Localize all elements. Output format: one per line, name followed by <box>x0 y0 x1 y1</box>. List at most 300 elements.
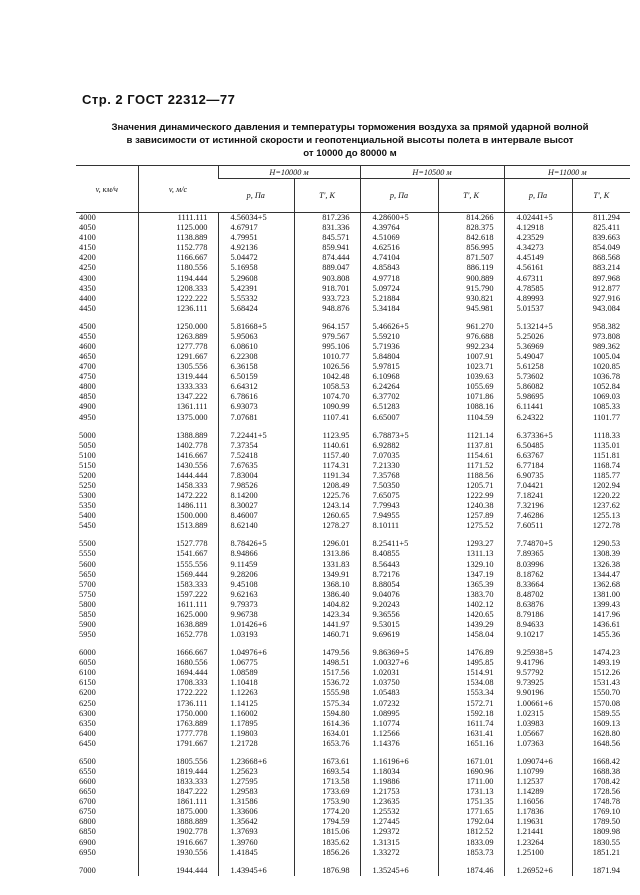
cell-t-10500: 1833.09 <box>438 838 504 848</box>
cell-t-10000: 964.157 <box>294 314 360 332</box>
cell-v-ms: 1597.222 <box>138 590 218 600</box>
cell-p-10000: 9.28206 <box>218 570 294 580</box>
cell-t-10000: 1614.36 <box>294 719 360 729</box>
cell-t-11000: 1531.43 <box>572 678 630 688</box>
table-row <box>76 658 630 668</box>
cell-p-10000: 1.25623 <box>218 767 294 777</box>
cell-v-kmh: 4750 <box>79 372 96 382</box>
table-row <box>76 668 630 678</box>
table-row <box>76 253 630 263</box>
cell-t-10000: 1349.91 <box>294 570 360 580</box>
table-row <box>76 223 630 233</box>
cell-v-kmh: 4950 <box>79 412 96 422</box>
cell-p-11000: 1.23264 <box>504 838 572 848</box>
cell-t-11000: 1769.10 <box>572 807 630 817</box>
cell-p-10000: 1.27595 <box>218 777 294 787</box>
table-row <box>76 314 630 332</box>
cell-p-10000: 5.29608 <box>218 273 294 283</box>
cell-p-10000: 5.81668+5 <box>218 314 294 332</box>
cell-v-kmh: 4500 <box>79 321 96 331</box>
table-row <box>76 739 630 749</box>
cell-t-11000: 1570.08 <box>572 699 630 709</box>
table-row <box>76 531 630 549</box>
cell-p-11000: 1.17836 <box>504 807 572 817</box>
cell-t-11000: 1493.19 <box>572 658 630 668</box>
cell-t-11000: 1851.21 <box>572 848 630 858</box>
cell-t-11000: 1052.84 <box>572 382 630 392</box>
cell-p-10500: 7.50350 <box>360 481 438 491</box>
table-row <box>76 382 630 392</box>
cell-p-10500: 5.46626+5 <box>360 314 438 332</box>
table-row <box>76 521 630 531</box>
cell-p-10000: 7.52418 <box>218 451 294 461</box>
cell-v-ms: 1291.667 <box>138 352 218 362</box>
caption-line-1: Значения динамического давления и температуры торможения воздуха за прямой ударной волной <box>111 122 589 133</box>
cell-p-10500: 4.39764 <box>360 223 438 233</box>
cell-t-10000: 979.567 <box>294 332 360 342</box>
cell-v-ms: 1625.000 <box>138 610 218 620</box>
cell-t-10000: 948.876 <box>294 304 360 314</box>
cell-t-10500: 930.821 <box>438 294 504 304</box>
cell-p-11000: 4.78585 <box>504 284 572 294</box>
cell-v-ms: 1277.778 <box>138 342 218 352</box>
cell-p-10500: 4.62516 <box>360 243 438 253</box>
cell-t-10500: 856.995 <box>438 243 504 253</box>
cell-t-10000: 1243.14 <box>294 501 360 511</box>
cell-p-10000: 6.36158 <box>218 362 294 372</box>
cell-v-kmh: 4550 <box>79 331 96 341</box>
cell-t-10000: 1794.59 <box>294 817 360 827</box>
cell-p-11000: 5.49047 <box>504 352 572 362</box>
cell-t-10500: 1458.04 <box>438 630 504 640</box>
cell-p-10500: 7.35768 <box>360 471 438 481</box>
cell-p-11000: 7.60511 <box>504 521 572 531</box>
table-row <box>76 549 630 559</box>
cell-v-ms: 1527.778 <box>138 531 218 549</box>
cell-p-10000: 7.37354 <box>218 441 294 451</box>
cell-p-11000: 6.11441 <box>504 402 572 412</box>
cell-p-11000: 1.14289 <box>504 787 572 797</box>
cell-p-11000: 5.98695 <box>504 392 572 402</box>
cell-t-10500: 842.618 <box>438 233 504 243</box>
cell-t-11000: 1381.00 <box>572 590 630 600</box>
cell-v-ms: 1666.667 <box>138 640 218 658</box>
page-header: Стр. 2 ГОСТ 22312—77 <box>82 92 236 107</box>
cell-v-kmh: 5250 <box>79 480 96 490</box>
cell-t-11000: 1308.39 <box>572 549 630 559</box>
cell-t-10000: 1423.34 <box>294 610 360 620</box>
cell-p-11000: 9.57792 <box>504 668 572 678</box>
cell-t-10500: 1171.52 <box>438 461 504 471</box>
header-pressure: p, Па <box>504 179 572 213</box>
table-row <box>76 423 630 441</box>
cell-t-10500: 1420.65 <box>438 610 504 620</box>
cell-p-11000: 9.73925 <box>504 678 572 688</box>
cell-t-11000: 912.877 <box>572 284 630 294</box>
table-row <box>76 263 630 273</box>
table-row <box>76 797 630 807</box>
cell-t-11000: 1085.33 <box>572 402 630 412</box>
cell-t-10000: 859.941 <box>294 243 360 253</box>
cell-v-kmh: 6750 <box>79 807 96 817</box>
cell-v-ms: 1333.333 <box>138 382 218 392</box>
table-row <box>76 284 630 294</box>
cell-t-10500: 1329.10 <box>438 560 504 570</box>
cell-v-kmh: 5450 <box>79 521 96 531</box>
cell-p-10000: 1.33606 <box>218 807 294 817</box>
cell-p-10500: 1.16196+6 <box>360 749 438 767</box>
cell-p-10000: 5.55332 <box>218 294 294 304</box>
cell-p-10000: 8.62140 <box>218 521 294 531</box>
cell-t-11000: 1168.74 <box>572 461 630 471</box>
cell-t-11000: 1789.50 <box>572 817 630 827</box>
cell-v-ms: 1347.222 <box>138 392 218 402</box>
cell-t-10500: 1275.52 <box>438 521 504 531</box>
cell-t-10000: 1441.97 <box>294 620 360 630</box>
cell-v-kmh: 5700 <box>79 579 96 589</box>
cell-t-10000: 1594.80 <box>294 709 360 719</box>
cell-v-kmh: 5100 <box>79 450 96 460</box>
cell-t-10500: 1365.39 <box>438 580 504 590</box>
cell-t-10000: 1123.95 <box>294 423 360 441</box>
cell-v-kmh: 6800 <box>79 817 96 827</box>
cell-t-10500: 1812.52 <box>438 827 504 837</box>
cell-p-11000: 1.12537 <box>504 777 572 787</box>
cell-t-10500: 1690.96 <box>438 767 504 777</box>
cell-t-11000: 1118.33 <box>572 423 630 441</box>
cell-p-11000: 5.13214+5 <box>504 314 572 332</box>
cell-p-10000: 1.08589 <box>218 668 294 678</box>
cell-t-11000: 958.382 <box>572 314 630 332</box>
table-row <box>76 342 630 352</box>
cell-p-10500: 8.10111 <box>360 521 438 531</box>
cell-t-10000: 1575.34 <box>294 699 360 709</box>
cell-p-11000: 4.02441+5 <box>504 213 572 224</box>
cell-p-11000: 9.41796 <box>504 658 572 668</box>
cell-v-ms: 1208.333 <box>138 284 218 294</box>
cell-p-10500: 6.37702 <box>360 392 438 402</box>
cell-v-kmh: 4600 <box>79 341 96 351</box>
cell-v-kmh: 6650 <box>79 787 96 797</box>
cell-v-kmh: 5000 <box>79 430 96 440</box>
cell-p-11000: 4.67311 <box>504 273 572 283</box>
cell-p-10000: 5.16958 <box>218 263 294 273</box>
cell-v-ms: 1611.111 <box>138 600 218 610</box>
cell-t-10000: 1058.53 <box>294 382 360 392</box>
cell-v-kmh: 6400 <box>79 728 96 738</box>
cell-p-10500: 6.92882 <box>360 441 438 451</box>
cell-p-10000: 1.03193 <box>218 630 294 640</box>
table-row <box>76 787 630 797</box>
cell-t-10000: 1157.40 <box>294 451 360 461</box>
cell-p-10500: 9.04076 <box>360 590 438 600</box>
table-row <box>76 461 630 471</box>
cell-t-10000: 1876.98 <box>294 858 360 876</box>
table-row <box>76 848 630 858</box>
cell-v-ms: 1791.667 <box>138 739 218 749</box>
cell-t-11000: 854.049 <box>572 243 630 253</box>
cell-v-kmh: 4650 <box>79 352 96 362</box>
cell-p-10000: 1.23668+6 <box>218 749 294 767</box>
header-temperature: T', К <box>438 179 504 213</box>
cell-v-ms: 1875.000 <box>138 807 218 817</box>
cell-t-11000: 883.214 <box>572 263 630 273</box>
cell-p-10500: 8.88054 <box>360 580 438 590</box>
cell-t-10000: 1090.99 <box>294 402 360 412</box>
cell-v-ms: 1152.778 <box>138 243 218 253</box>
cell-p-10500: 1.12566 <box>360 729 438 739</box>
cell-v-kmh: 6350 <box>79 718 96 728</box>
cell-t-11000: 1668.42 <box>572 749 630 767</box>
cell-v-kmh: 6200 <box>79 688 96 698</box>
table-row <box>76 501 630 511</box>
cell-v-kmh: 5800 <box>79 599 96 609</box>
cell-v-ms: 1263.889 <box>138 332 218 342</box>
cell-t-10500: 1874.46 <box>438 858 504 876</box>
cell-p-11000: 6.63767 <box>504 451 572 461</box>
cell-p-10500: 1.18034 <box>360 767 438 777</box>
cell-t-10500: 1572.71 <box>438 699 504 709</box>
cell-p-11000: 1.25100 <box>504 848 572 858</box>
cell-p-10500: 4.51069 <box>360 233 438 243</box>
cell-v-ms: 1819.444 <box>138 767 218 777</box>
header-v-ms: v, м/с <box>138 166 218 213</box>
cell-t-11000: 1020.85 <box>572 362 630 372</box>
cell-p-11000: 8.48702 <box>504 590 572 600</box>
cell-v-kmh: 5950 <box>79 630 96 640</box>
cell-t-10000: 933.723 <box>294 294 360 304</box>
cell-v-kmh: 5900 <box>79 620 96 629</box>
table-row <box>76 570 630 580</box>
cell-p-10500: 1.21753 <box>360 787 438 797</box>
table-row <box>76 294 630 304</box>
cell-t-10500: 886.119 <box>438 263 504 273</box>
cell-t-10500: 1055.69 <box>438 382 504 392</box>
cell-t-10500: 915.790 <box>438 284 504 294</box>
cell-p-11000: 8.79186 <box>504 610 572 620</box>
cell-v-kmh: 6150 <box>79 678 96 688</box>
cell-v-ms: 1694.444 <box>138 668 218 678</box>
cell-v-kmh: 6100 <box>79 668 96 678</box>
cell-t-11000: 1399.43 <box>572 600 630 610</box>
cell-p-10000: 7.67635 <box>218 461 294 471</box>
cell-v-ms: 1513.889 <box>138 521 218 531</box>
table-row <box>76 392 630 402</box>
cell-t-10000: 889.047 <box>294 263 360 273</box>
header-temperature: T', К <box>294 179 360 213</box>
cell-t-11000: 1344.47 <box>572 570 630 580</box>
cell-t-11000: 973.808 <box>572 332 630 342</box>
cell-t-10500: 1476.89 <box>438 640 504 658</box>
cell-t-10000: 995.106 <box>294 342 360 352</box>
cell-p-10500: 7.07035 <box>360 451 438 461</box>
cell-t-10500: 1792.04 <box>438 817 504 827</box>
cell-t-11000: 1362.68 <box>572 580 630 590</box>
table-row <box>76 610 630 620</box>
cell-t-10500: 1205.71 <box>438 481 504 491</box>
cell-v-ms: 1361.111 <box>138 402 218 412</box>
cell-p-11000: 6.50485 <box>504 441 572 451</box>
cell-v-ms: 1430.556 <box>138 461 218 471</box>
header-height-10500: H=10500 м <box>360 166 504 179</box>
cell-p-10000: 6.93073 <box>218 402 294 412</box>
cell-p-11000: 7.89365 <box>504 549 572 559</box>
cell-v-kmh: 4150 <box>79 243 96 253</box>
cell-v-kmh: 5650 <box>79 569 96 579</box>
cell-t-10500: 1154.61 <box>438 451 504 461</box>
table-row <box>76 243 630 253</box>
cell-p-10000: 1.12263 <box>218 688 294 698</box>
cell-t-10000: 1856.26 <box>294 848 360 858</box>
cell-t-11000: 825.411 <box>572 223 630 233</box>
cell-t-10500: 1439.29 <box>438 620 504 630</box>
cell-v-ms: 1916.667 <box>138 838 218 848</box>
cell-p-10000: 1.31586 <box>218 797 294 807</box>
cell-v-ms: 1680.556 <box>138 658 218 668</box>
cell-p-10000: 1.01426+6 <box>218 620 294 630</box>
cell-p-11000: 5.25026 <box>504 332 572 342</box>
cell-p-10000: 1.17895 <box>218 719 294 729</box>
table-row <box>76 372 630 382</box>
cell-p-10500: 5.84804 <box>360 352 438 362</box>
cell-t-11000: 1069.03 <box>572 392 630 402</box>
cell-t-11000: 989.362 <box>572 342 630 352</box>
table-row <box>76 640 630 658</box>
cell-t-10500: 900.889 <box>438 273 504 283</box>
cell-p-10500: 4.28600+5 <box>360 213 438 224</box>
table-row <box>76 213 630 224</box>
cell-v-ms: 1472.222 <box>138 491 218 501</box>
cell-t-11000: 1648.56 <box>572 739 630 749</box>
cell-v-ms: 1125.000 <box>138 223 218 233</box>
cell-p-10000: 8.14200 <box>218 491 294 501</box>
cell-p-11000: 5.36969 <box>504 342 572 352</box>
cell-p-10000: 1.06775 <box>218 658 294 668</box>
cell-v-kmh: 5750 <box>79 589 96 599</box>
cell-p-11000: 9.90196 <box>504 688 572 698</box>
cell-t-10000: 874.444 <box>294 253 360 263</box>
cell-p-10000: 6.08610 <box>218 342 294 352</box>
cell-t-10500: 1711.00 <box>438 777 504 787</box>
cell-t-10500: 1731.13 <box>438 787 504 797</box>
cell-p-10000: 1.35642 <box>218 817 294 827</box>
cell-p-10500: 1.25532 <box>360 807 438 817</box>
cell-p-10500: 9.53015 <box>360 620 438 630</box>
cell-t-10500: 945.981 <box>438 304 504 314</box>
header-height-11000: H=11000 м <box>504 166 630 179</box>
cell-t-10000: 1208.49 <box>294 481 360 491</box>
cell-p-11000: 5.86082 <box>504 382 572 392</box>
cell-t-10500: 871.507 <box>438 253 504 263</box>
cell-v-kmh: 4850 <box>79 392 96 402</box>
cell-p-10500: 1.19886 <box>360 777 438 787</box>
cell-v-ms: 1486.111 <box>138 501 218 511</box>
cell-p-11000: 4.89993 <box>504 294 572 304</box>
cell-p-11000: 1.26952+6 <box>504 858 572 876</box>
cell-p-10000: 7.22441+5 <box>218 423 294 441</box>
cell-t-10500: 992.234 <box>438 342 504 352</box>
cell-t-11000: 1455.36 <box>572 630 630 640</box>
table-body <box>76 213 630 876</box>
cell-v-kmh: 6950 <box>79 847 96 857</box>
caption-line-2: в зависимости от истинной скорости и геопотенциальной высоты полета в интервале высот <box>126 135 574 146</box>
header-temperature: T', К <box>572 179 630 213</box>
cell-p-10000: 4.56034+5 <box>218 213 294 224</box>
cell-p-11000: 1.21441 <box>504 827 572 837</box>
cell-t-11000: 1809.98 <box>572 827 630 837</box>
cell-p-10000: 7.83004 <box>218 471 294 481</box>
header-pressure: p, Па <box>360 179 438 213</box>
cell-v-kmh: 6700 <box>79 797 96 807</box>
table-row <box>76 807 630 817</box>
cell-p-10000: 9.79373 <box>218 600 294 610</box>
cell-p-10000: 9.96738 <box>218 610 294 620</box>
cell-p-11000: 1.09074+6 <box>504 749 572 767</box>
cell-t-10500: 1137.81 <box>438 441 504 451</box>
cell-p-11000: 1.05667 <box>504 729 572 739</box>
cell-t-10500: 1311.13 <box>438 549 504 559</box>
header-pressure: p, Па <box>218 179 294 213</box>
cell-p-11000: 4.12918 <box>504 223 572 233</box>
cell-t-11000: 1830.55 <box>572 838 630 848</box>
cell-v-ms: 1236.111 <box>138 304 218 314</box>
cell-p-10500: 5.09724 <box>360 284 438 294</box>
cell-t-10000: 845.571 <box>294 233 360 243</box>
cell-p-10000: 1.29583 <box>218 787 294 797</box>
cell-t-10000: 1010.77 <box>294 352 360 362</box>
cell-t-10000: 1479.56 <box>294 640 360 658</box>
cell-t-10500: 1121.14 <box>438 423 504 441</box>
cell-p-10000: 9.62163 <box>218 590 294 600</box>
cell-t-10000: 1634.01 <box>294 729 360 739</box>
table-row <box>76 827 630 837</box>
cell-v-kmh: 4000 <box>79 213 96 223</box>
cell-p-10500: 1.23635 <box>360 797 438 807</box>
cell-p-11000: 7.74870+5 <box>504 531 572 549</box>
cell-p-11000: 5.61258 <box>504 362 572 372</box>
table-row <box>76 777 630 787</box>
cell-v-kmh: 5050 <box>79 440 96 450</box>
cell-v-kmh: 4450 <box>79 303 96 313</box>
table-row <box>76 352 630 362</box>
cell-t-11000: 811.294 <box>572 213 630 224</box>
cell-v-ms: 1736.111 <box>138 699 218 709</box>
table-row <box>76 729 630 739</box>
cell-t-11000: 1185.77 <box>572 471 630 481</box>
cell-p-10000: 1.37693 <box>218 827 294 837</box>
cell-p-10000: 8.94866 <box>218 549 294 559</box>
cell-v-ms: 1847.222 <box>138 787 218 797</box>
cell-t-10500: 1104.59 <box>438 412 504 422</box>
cell-v-kmh: 4350 <box>79 283 96 293</box>
cell-p-10500: 7.65075 <box>360 491 438 501</box>
cell-v-ms: 1222.222 <box>138 294 218 304</box>
cell-v-kmh: 5600 <box>79 559 96 569</box>
cell-p-10500: 8.56443 <box>360 560 438 570</box>
cell-t-10000: 1278.27 <box>294 521 360 531</box>
table-row <box>76 481 630 491</box>
cell-v-ms: 1500.000 <box>138 511 218 521</box>
table-row <box>76 600 630 610</box>
table-row <box>76 491 630 501</box>
caption-line-3: от 10000 до 80000 м <box>303 148 397 159</box>
cell-t-11000: 1151.81 <box>572 451 630 461</box>
cell-t-10500: 1553.34 <box>438 688 504 698</box>
cell-v-kmh: 4050 <box>79 223 96 233</box>
cell-p-10000: 5.68424 <box>218 304 294 314</box>
cell-v-ms: 1166.667 <box>138 253 218 263</box>
cell-p-10000: 1.43945+6 <box>218 858 294 876</box>
